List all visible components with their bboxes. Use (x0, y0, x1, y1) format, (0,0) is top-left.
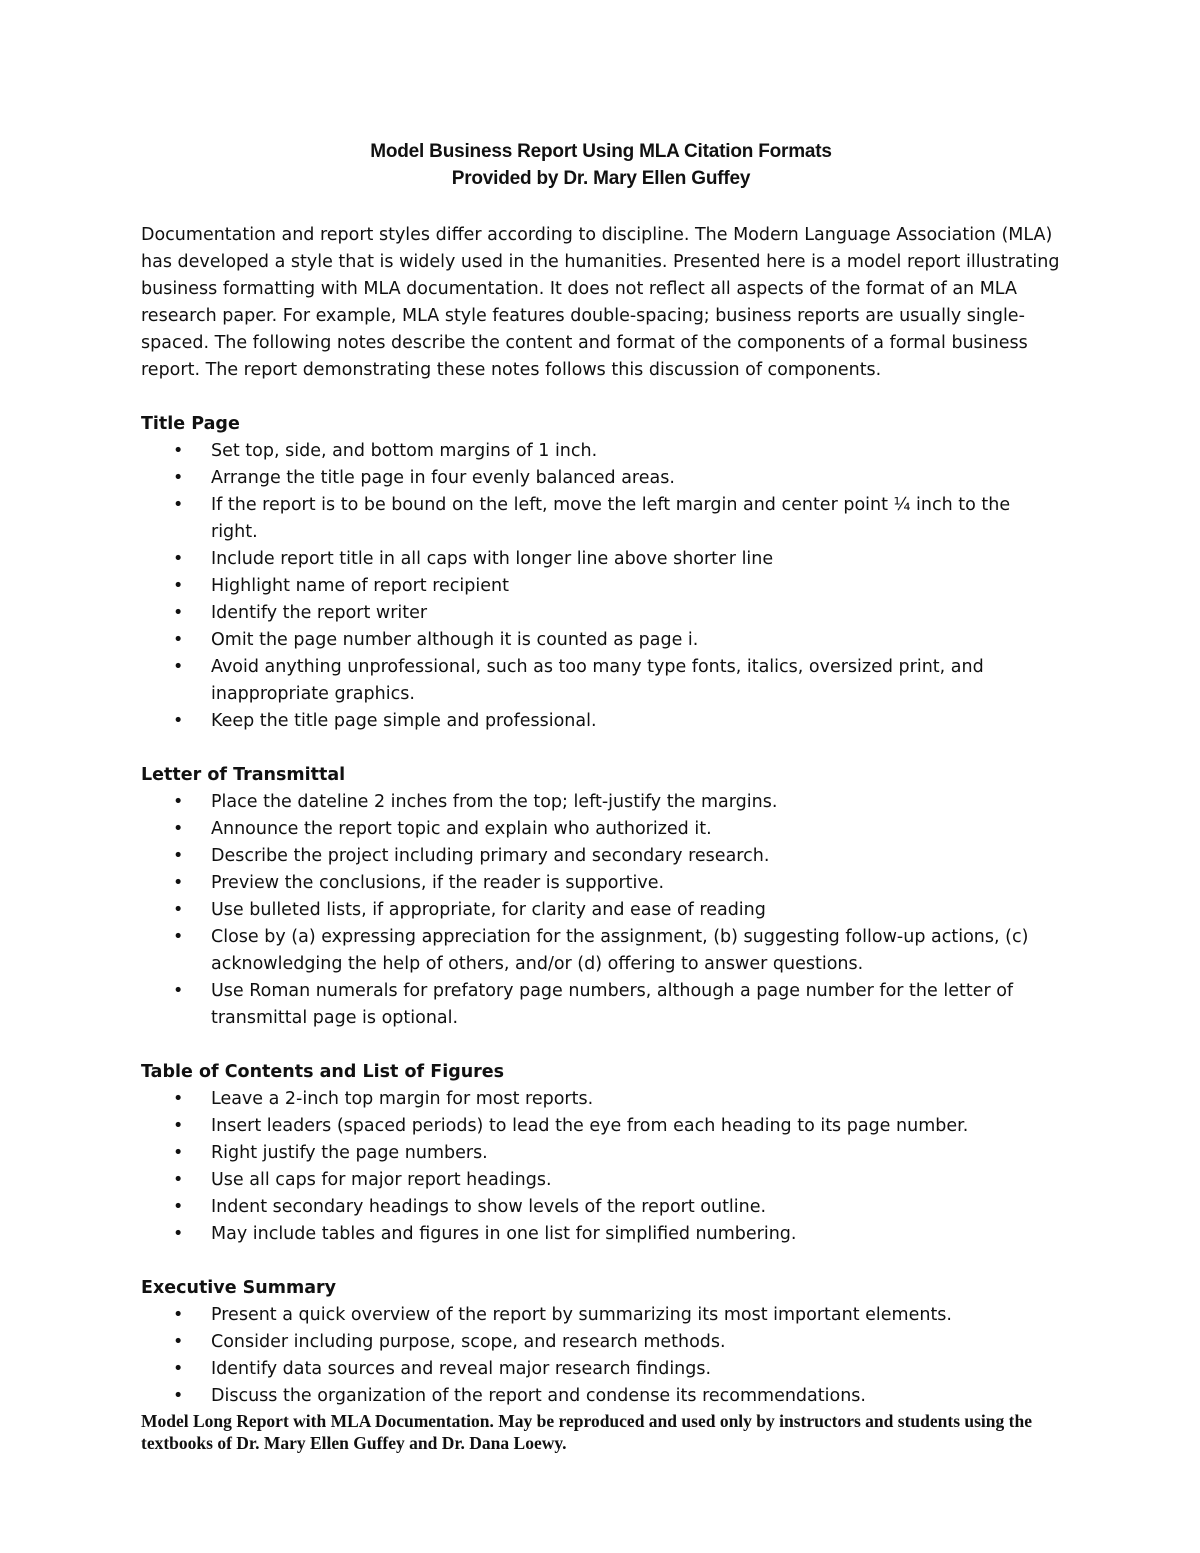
bullet-icon: • (173, 441, 184, 461)
list-item (141, 843, 1061, 870)
bullet-icon: • (173, 1359, 184, 1379)
section-heading: Executive Summary (141, 1278, 337, 1298)
bullet-icon: • (173, 468, 184, 488)
list-item (141, 816, 1061, 843)
list-item (141, 870, 1061, 897)
bullet-icon: • (173, 927, 184, 947)
section-title-page (141, 411, 1061, 735)
list-item-text: Highlight name of report recipient (211, 576, 509, 596)
bullet-icon: • (173, 1305, 184, 1325)
list-item-text: If the report is to be bound on the left, move the left margin and center point ¼ inch to the right. (211, 495, 1011, 542)
bullet-list (141, 1086, 1061, 1248)
bullet-icon: • (173, 1332, 184, 1352)
section-heading: Letter of Transmittal (141, 765, 346, 785)
list-item (141, 1302, 1061, 1329)
list-item-text: Leave a 2-inch top margin for most reports. (211, 1089, 594, 1109)
list-item (141, 924, 1061, 978)
list-item-text: Identify data sources and reveal major research findings. (211, 1359, 712, 1379)
bullet-icon: • (173, 1116, 184, 1136)
bullet-list (141, 438, 1061, 735)
list-item (141, 627, 1061, 654)
bullet-icon: • (173, 900, 184, 920)
bullet-icon: • (173, 1170, 184, 1190)
list-item-text: Include report title in all caps with longer line above shorter line (211, 549, 774, 569)
list-item-text: Omit the page number although it is counted as page i. (211, 630, 699, 650)
bullet-list (141, 1302, 1061, 1410)
document-title (141, 138, 1061, 192)
bullet-icon: • (173, 1089, 184, 1109)
list-item (141, 1356, 1061, 1383)
bullet-icon: • (173, 1143, 184, 1163)
list-item (141, 897, 1061, 924)
list-item (141, 1140, 1061, 1167)
list-item-text: Consider including purpose, scope, and research methods. (211, 1332, 726, 1352)
list-item (141, 789, 1061, 816)
section-table-of-contents-and-list-of-figures (141, 1059, 1061, 1248)
bullet-icon: • (173, 792, 184, 812)
list-item (141, 600, 1061, 627)
list-item (141, 546, 1061, 573)
bullet-icon: • (173, 1224, 184, 1244)
title-line-1: Model Business Report Using MLA Citation Formats (370, 141, 832, 162)
bullet-icon: • (173, 603, 184, 623)
list-item-text: Announce the report topic and explain who authorized it. (211, 819, 712, 839)
list-item (141, 1329, 1061, 1356)
list-item-text: Keep the title page simple and professional. (211, 711, 597, 731)
list-item (141, 1383, 1061, 1410)
list-item (141, 465, 1061, 492)
list-item (141, 1086, 1061, 1113)
list-item-text: Insert leaders (spaced periods) to lead the eye from each heading to its page number. (211, 1116, 969, 1136)
bullet-icon: • (173, 981, 184, 1001)
list-item-text: Set top, side, and bottom margins of 1 inch. (211, 441, 598, 461)
list-item (141, 573, 1061, 600)
document-page (141, 138, 1061, 1410)
list-item-text: Right justify the page numbers. (211, 1143, 488, 1163)
bullet-icon: • (173, 846, 184, 866)
bullet-icon: • (173, 1197, 184, 1217)
list-item-text: Identify the report writer (211, 603, 428, 623)
section-heading: Title Page (141, 414, 240, 434)
list-item (141, 978, 1061, 1032)
bullet-icon: • (173, 495, 184, 515)
list-item-text: Close by (a) expressing appreciation for the assignment, (b) suggesting follow-up actions, (c) acknowledging the help of others, and/or (d) offering to answer questions. (211, 927, 1029, 974)
list-item-text: Describe the project including primary and secondary research. (211, 846, 770, 866)
section-heading: Table of Contents and List of Figures (141, 1062, 505, 1082)
list-item-text: Use Roman numerals for prefatory page numbers, although a page number for the letter of transmittal page is optional. (211, 981, 1014, 1028)
list-item-text: Present a quick overview of the report by summarizing its most important elements. (211, 1305, 952, 1325)
bullet-icon: • (173, 549, 184, 569)
list-item (141, 1113, 1061, 1140)
list-item-text: May include tables and figures in one list for simplified numbering. (211, 1224, 797, 1244)
list-item-text: Arrange the title page in four evenly balanced areas. (211, 468, 675, 488)
list-item-text: Use bulleted lists, if appropriate, for clarity and ease of reading (211, 900, 766, 920)
footer-note: Model Long Report with MLA Documentation. May be reproduced and used only by instructors and students using the textbooks of Dr. Mary Ellen Guffey and Dr. Dana Loewy. (141, 1411, 1032, 1453)
list-item (141, 708, 1061, 735)
bullet-icon: • (173, 819, 184, 839)
title-line-2: Provided by Dr. Mary Ellen Guffey (451, 168, 751, 189)
bullet-list (141, 789, 1061, 1032)
list-item-text: Discuss the organization of the report and condense its recommendations. (211, 1386, 866, 1406)
intro-paragraph: Documentation and report styles differ according to discipline. The Modern Language Association (MLA) has developed a style that is widely used in the humanities. Presented here is a model report illustrating business formatting with MLA documentation. It does not reflect all aspects of the format of an MLA research paper. For example, MLA style features double-spacing; business reports are usually single-spaced. The following notes describe the content and format of the components of a formal business report. The report demonstrating these notes follows this discussion of components. (141, 225, 1060, 380)
list-item (141, 654, 1061, 708)
sections-container (141, 411, 1061, 1410)
bullet-icon: • (173, 1386, 184, 1406)
section-executive-summary (141, 1275, 1061, 1410)
list-item (141, 1221, 1061, 1248)
bullet-icon: • (173, 657, 184, 677)
bullet-icon: • (173, 576, 184, 596)
bullet-icon: • (173, 873, 184, 893)
list-item-text: Place the dateline 2 inches from the top; left-justify the margins. (211, 792, 778, 812)
section-letter-of-transmittal (141, 762, 1061, 1032)
list-item-text: Use all caps for major report headings. (211, 1170, 552, 1190)
list-item-text: Indent secondary headings to show levels of the report outline. (211, 1197, 767, 1217)
list-item (141, 492, 1061, 546)
bullet-icon: • (173, 630, 184, 650)
list-item (141, 1194, 1061, 1221)
bullet-icon: • (173, 711, 184, 731)
list-item-text: Preview the conclusions, if the reader is supportive. (211, 873, 665, 893)
list-item (141, 438, 1061, 465)
list-item (141, 1167, 1061, 1194)
list-item-text: Avoid anything unprofessional, such as too many type fonts, italics, oversized print, and inappropriate graphics. (211, 657, 984, 704)
